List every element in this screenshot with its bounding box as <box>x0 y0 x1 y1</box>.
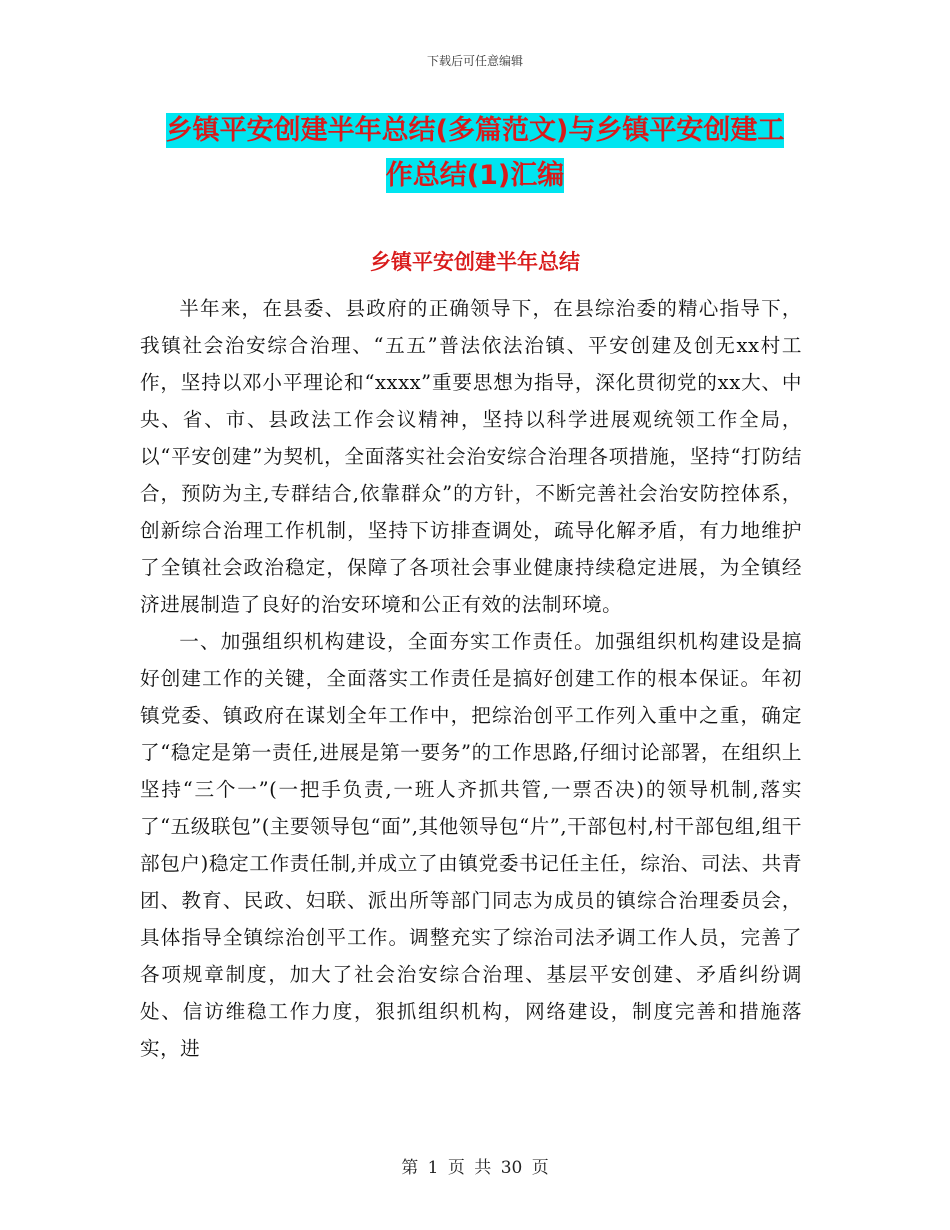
paragraph-intro: 半年来，在县委、县政府的正确领导下，在县综治委的精心指导下，我镇社会治安综合治理、“五五”普法依法治镇、平安创建及创无xx村工作，坚持以邓小平理论和“xxxx”重要思想为指导，深化贯彻党的xx大、中央、省、市、县政法工作会议精神，坚持以科学进展观统领工作全局，以“平安创建”为契机，全面落实社会治安综合治理各项措施，坚持“打防结合，预防为主,专群结合,依靠群众”的方针，不断完善社会治安防控体系，创新综合治理工作机制，坚持下访排查调处，疏导化解矛盾，有力地维护了全镇社会政治稳定，保障了各项社会事业健康持续稳定进展，为全镇经济进展制造了良好的治安环境和公正有效的法制环境。 <box>140 297 802 616</box>
document-title-line-2: 作总结(1)汇编 <box>385 160 565 191</box>
document-title <box>150 108 800 198</box>
header-note: 下载后可任意编辑 <box>426 54 523 68</box>
section-title: 乡镇平安创建半年总结 <box>370 250 580 274</box>
paragraph-organization: 一、加强组织机构建设，全面夯实工作责任。加强组织机构建设是搞好创建工作的关键，全面落实工作责任是搞好创建工作的根本保证。年初镇党委、镇政府在谋划全年工作中，把综治创平工作列入重中之重，确定了“稳定是第一责任,进展是第一要务”的工作思路,仔细讨论部署，在组织上坚持“三个一”(一把手负责,一班人齐抓共管,一票否决)的领导机制,落实了“五级联包”(主要领导包“面”,其他领导包“片”,干部包村,村干部包组,组干部包户)稳定工作责任制,并成立了由镇党委书记任主任，综治、司法、共青团、教育、民政、妇联、派出所等部门同志为成员的镇综合治理委员会，具体指导全镇综治创平工作。调整充实了综治司法矛调工作人员，完善了各项规章制度，加大了社会治安综合治理、基层平安创建、矛盾纠纷调处、信访维稳工作力度，狠抓组织机构，网络建设，制度完善和措施落实，进 <box>140 630 802 1060</box>
page-footer: 第 1 页 共 30 页 <box>401 1158 549 1178</box>
document-title-line-1: 乡镇平安创建半年总结(多篇范文)与乡镇平安创建工 <box>165 115 785 146</box>
body-text <box>140 290 802 1067</box>
